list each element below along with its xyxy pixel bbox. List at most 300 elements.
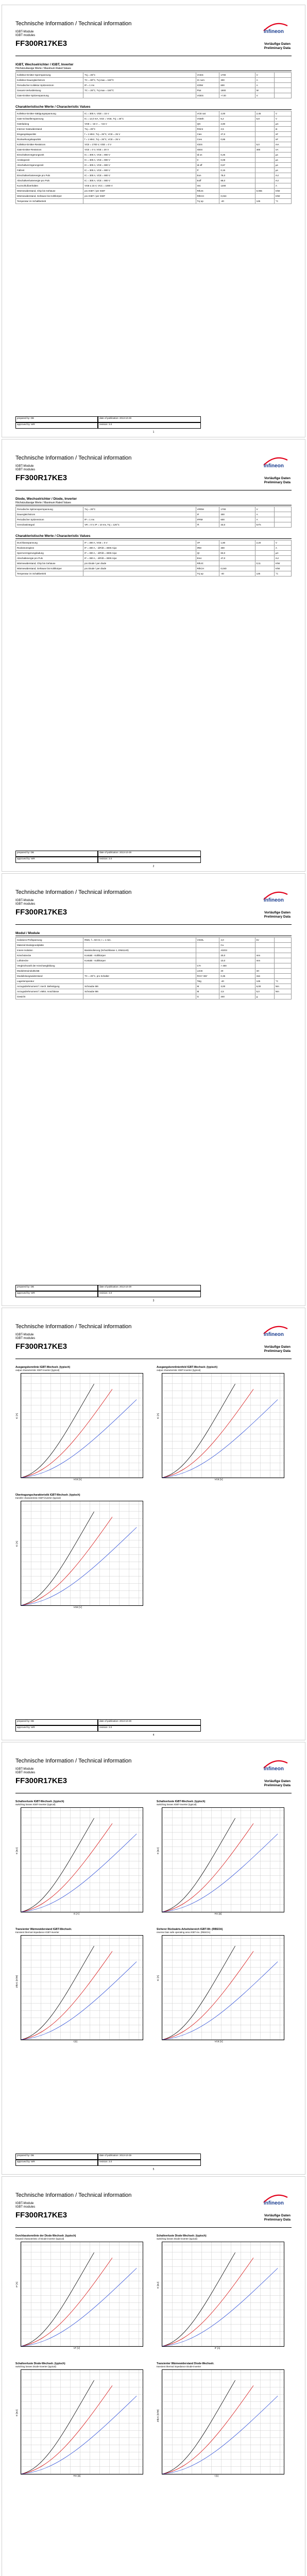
chart-xlabel: IF [A] [214, 2347, 220, 2349]
page-number: 1 [152, 431, 155, 434]
module-type-de: IGBT-Module [15, 465, 34, 468]
table-cell: 5,0 [255, 142, 274, 147]
table-cell: mJ [274, 556, 291, 561]
table-cell: RCC'+EE' [196, 974, 219, 979]
table-cell: Luftstrecke [16, 958, 83, 963]
chart-series-line [162, 1834, 278, 1912]
chart-title: Sicherer Rückwärts-Arbeitsbereich IGBT-Wr. (RBSOA) [157, 1928, 223, 1931]
chart-xlabel: t [s] [214, 2475, 218, 2477]
table-cell: A [274, 183, 291, 188]
table-cell: M [196, 989, 219, 994]
table-cell: Cu [219, 943, 255, 948]
section-title [15, 497, 292, 505]
table-row [16, 78, 292, 83]
chart-ylabel: E [mJ] [157, 1848, 159, 1854]
table-cell: pro Diode / per diode [83, 566, 196, 571]
table-cell [196, 958, 219, 963]
table-row [16, 540, 292, 546]
table-row [16, 512, 292, 517]
table-cell [274, 83, 291, 88]
chart-ylabel: IC [A] [157, 1413, 159, 1419]
table-cell: Tvj op [196, 198, 219, 204]
table-cell: Kollektor-Emitter-Sperrspannung [16, 73, 83, 78]
table-cell: tr [196, 157, 219, 162]
table-cell: 2,00 [219, 111, 255, 116]
table-cell: W [255, 88, 274, 93]
table-cell: f = 1 MHz, Tvj = 25°C, VCE = 25 V [83, 131, 196, 137]
table-cell [255, 183, 274, 188]
table-cell: mm [255, 958, 274, 963]
chart-subtitle: switching losses IGBT-inverter (typical) [157, 1803, 197, 1806]
table-cell [274, 73, 291, 78]
table-row [16, 556, 292, 561]
table-cell [274, 969, 291, 974]
table-cell: Ptot [196, 88, 219, 93]
chart-series-line [21, 2258, 112, 2346]
table-cell: Abschaltenergie pro Puls [16, 556, 83, 561]
table-cell: Fallzeit [16, 167, 83, 173]
table-cell: 1200 [219, 183, 255, 188]
preliminary-de: Vorläufige Daten [264, 911, 291, 914]
revision: revision: 3.0 [98, 2160, 201, 2166]
infineon-logo [261, 456, 291, 469]
table-cell: 0,08 [219, 157, 255, 162]
chart-plot-area [162, 1935, 284, 2040]
table-cell: µs [274, 152, 291, 157]
table-cell [255, 178, 274, 183]
chart-series-line [21, 1946, 94, 2040]
table-cell [83, 994, 196, 999]
part-number: FF300R17KE3 [15, 2211, 67, 2219]
chart-xlabel: VF [V] [73, 2347, 80, 2349]
table-cell [83, 512, 196, 517]
table-cell: 5,0 [255, 989, 274, 994]
page-header [15, 1324, 292, 1359]
table-cell: mJ [274, 178, 291, 183]
chart-title: Schaltverluste IGBT-Wechselr. (typisch) [15, 1800, 64, 1803]
table-cell: 600 [219, 517, 255, 522]
chart-ylabel: IC [A] [15, 1413, 18, 1419]
chart-curves [162, 2370, 284, 2474]
table-cell: IC nom [196, 78, 219, 83]
table-cell: IF = 300 A, - diF/dt = 3000 A/µs [83, 551, 196, 556]
table-cell: Al2O3 [219, 948, 255, 953]
chart-series-line [162, 2268, 278, 2347]
chart-ylabel: E [mJ] [157, 2282, 159, 2289]
table-cell: Interner Gatewiderstand [16, 126, 83, 131]
table-cell: > 400 [219, 963, 255, 969]
table-cell: Periodische Spitzensperrspannung [16, 507, 83, 512]
table-row [16, 188, 292, 193]
chart-xlabel: VGE [V] [73, 1606, 82, 1608]
table-cell: K/W [274, 188, 291, 193]
part-number: FF300R17KE3 [15, 908, 67, 917]
table-cell: ISC [196, 183, 219, 188]
infineon-logo [261, 22, 291, 35]
table-cell [83, 93, 196, 98]
table-cell: VF [196, 540, 219, 546]
table-cell: +/-20 [219, 93, 255, 98]
table-row [16, 989, 292, 994]
table-cell: RthCH [196, 566, 219, 571]
table-cell [274, 994, 291, 999]
part-number: FF300R17KE3 [15, 473, 67, 482]
table-cell: RMS, f = 50 Hz, t = 1 min. [83, 938, 196, 943]
table-cell: Gate-Emitter-Spitzenspannung [16, 93, 83, 98]
preliminary-de: Vorläufige Daten [264, 1780, 291, 1783]
table-cell: 300 [219, 546, 255, 551]
preliminary-en: Preliminary Data [264, 46, 291, 50]
document-title: Technische Information / Technical information [15, 21, 132, 27]
section-title [15, 63, 292, 71]
chart-title: Schaltverluste IGBT-Wechselr. (typisch) [157, 1800, 206, 1803]
chart-xlabel: VCE [V] [214, 1478, 223, 1481]
module-type-de: IGBT-Module [15, 899, 34, 902]
table-row [16, 173, 292, 178]
revision: revision: 3.0 [98, 422, 201, 429]
logo-text: infineon [264, 463, 284, 469]
approved-by: approved by: WR [15, 1725, 98, 1732]
table-row [16, 943, 292, 948]
table-cell: VGE = -15 V ... +15 V [83, 121, 196, 126]
table-cell: I²t [196, 522, 219, 528]
table-cell: Temperatur im Schaltbetrieb [16, 571, 83, 577]
module-type-de: IGBT-Module [15, 1333, 34, 1336]
table-cell: VCE sat [196, 111, 219, 116]
table-cell: IRM [196, 546, 219, 551]
table-row [16, 142, 292, 147]
chart [15, 1366, 144, 1484]
table-cell: 0,85 [219, 137, 255, 142]
table-cell: Ω [274, 126, 291, 131]
table-cell [274, 943, 291, 948]
table-cell: Kriechstrecke [16, 953, 83, 958]
logo-text: infineon [264, 897, 284, 903]
table-cell: td on [196, 152, 219, 157]
table-cell: Einschaltverzögerungszeit [16, 152, 83, 157]
page-header [15, 1758, 292, 1793]
preliminary-label [264, 911, 291, 919]
table-cell: 1900 [219, 88, 255, 93]
table-cell: RGint [196, 126, 219, 131]
table-cell: Rückstromspitze [16, 546, 83, 551]
chart [157, 1928, 285, 2046]
prepared-by: prepared by: DB [15, 416, 98, 422]
preliminary-de: Vorläufige Daten [264, 2214, 291, 2217]
table-cell: Kollektor-Emitter-Sättigungsspannung [16, 111, 83, 116]
chart-series-line [21, 2252, 94, 2346]
table-cell: nA [274, 147, 291, 152]
module-type-de: IGBT-Module [15, 1768, 34, 1771]
chart-title: Transienter Wärmewiderstand IGBT-Wechselr. [15, 1928, 72, 1931]
table-cell: f = 1 MHz, Tvj = 25°C, VCE = 25 V [83, 137, 196, 142]
section-title [15, 534, 292, 539]
table-cell: Basisisolierung (Schutzklasse 1, EN61140) [83, 948, 196, 953]
logo-text: infineon [264, 2200, 284, 2206]
table-cell: TC = 80°C, Tvj max = 150°C [83, 78, 196, 83]
page [2, 5, 305, 437]
page [2, 874, 305, 1306]
page-number: 3 [152, 1299, 155, 1302]
table-cell: IC = 300 A, VCE = 900 V [83, 157, 196, 162]
table-row [16, 116, 292, 121]
table-cell: Kurzschlußverhalten [16, 183, 83, 188]
date-of-publication: date of publication: 2013-10-29 [98, 1719, 201, 1725]
table-cell: Wärmewiderstand, Gehäuse bis Kühlkörper [16, 566, 83, 571]
chart-series-line [162, 1400, 278, 1478]
preliminary-en: Preliminary Data [264, 1784, 291, 1787]
table-cell: Gateladung [16, 121, 83, 126]
infineon-logo [261, 1325, 291, 1338]
table-row [16, 73, 292, 78]
preliminary-label [264, 1780, 291, 1788]
chart-subtitle: transient thermal impedance Diode-inverter [157, 2365, 201, 2368]
chart-subtitle: switching losses Diode-inverter (typical) [15, 2365, 57, 2368]
table-cell: VGES [196, 93, 219, 98]
table-cell: K/W [274, 566, 291, 571]
preliminary-label [264, 42, 291, 50]
document-title: Technische Information / Technical information [15, 455, 132, 461]
chart-subtitle: output characteristic IGBT-inverter (typical) [157, 1369, 201, 1371]
table-cell: Lagertemperatur [16, 979, 83, 984]
table-cell: RthJC [196, 561, 219, 566]
table-cell: tP = 1 ms [83, 517, 196, 522]
prepared-by: prepared by: DB [15, 1719, 98, 1725]
table-row [16, 88, 292, 93]
table-row [16, 111, 292, 116]
table-cell [196, 948, 219, 953]
parameter-table [15, 111, 292, 204]
chart-title: Schaltverluste Diode-Wechselr. (typisch) [15, 2362, 65, 2365]
table-cell: VRRM [196, 507, 219, 512]
section-title [15, 931, 292, 936]
table-cell [274, 948, 291, 953]
document-title: Technische Information / Technical information [15, 889, 132, 895]
table-cell: VISOL [196, 938, 219, 943]
table-cell: VCE = 0 V, VGE = 20 V [83, 147, 196, 152]
table-cell: 300 [219, 512, 255, 517]
section-title-text: Diode, Wechselrichter / Diode, Inverter [15, 497, 77, 501]
table-cell [255, 551, 274, 556]
table-cell: 2,5 [219, 126, 255, 131]
table-cell: kV [255, 938, 274, 943]
table-cell: -40 [219, 198, 255, 204]
chart-title: Schaltverluste Diode-Wechselr. (typisch) [157, 2234, 207, 2238]
table-cell: 0,25 [219, 152, 255, 157]
table-row [16, 546, 292, 551]
logo-text: infineon [264, 29, 284, 35]
table-cell: µs [274, 157, 291, 162]
table-cell: IFRM [196, 517, 219, 522]
page-header [15, 2192, 292, 2228]
page-footer [15, 1285, 292, 1297]
module-type [15, 1768, 292, 1775]
table-cell: 6,00 [255, 984, 274, 989]
table-cell: K/W [274, 561, 291, 566]
table-cell: µs [274, 167, 291, 173]
chart-title: Transienter Wärmewiderstand Diode-Wechselr. [157, 2362, 214, 2365]
table-row [16, 566, 292, 571]
table-row [16, 551, 292, 556]
table-cell: nF [274, 131, 291, 137]
chart-series-line [162, 2385, 253, 2474]
table-cell: 83,0 [219, 551, 255, 556]
table-cell [219, 142, 255, 147]
infineon-logo [261, 890, 291, 904]
chart-series-line [21, 1962, 137, 2040]
document-title: Technische Information / Technical information [15, 1758, 132, 1764]
table-cell: td off [196, 162, 219, 167]
table-row [16, 561, 292, 566]
table-cell: VGE ≤ 15 V, VCC = 1000 V [83, 183, 196, 188]
chart [15, 1494, 144, 1612]
chart-curves [21, 2242, 143, 2346]
chart-series-line [21, 1512, 94, 1605]
page-footer [15, 2154, 292, 2166]
table-cell: Modulleitungswiderstand [16, 974, 83, 979]
table-cell: nF [274, 137, 291, 142]
table-cell: pro IGBT / per IGBT [83, 188, 196, 193]
module-type-en: IGBT modules [15, 468, 36, 471]
table-cell: mJ [274, 173, 291, 178]
chart-plot-area [21, 1501, 143, 1606]
chart [15, 2362, 144, 2481]
module-type [15, 2202, 292, 2209]
chart [157, 2234, 285, 2353]
chart-series-line [162, 1389, 253, 1478]
preliminary-label [264, 2214, 291, 2222]
module-type [15, 1333, 292, 1341]
table-row [16, 157, 292, 162]
table-cell: 1700 [219, 73, 255, 78]
table-cell: 78,0 [219, 173, 255, 178]
table-cell: tP = 1 ms [83, 83, 196, 88]
table-cell [274, 517, 291, 522]
page-footer [15, 851, 292, 863]
table-cell: RthCH [196, 193, 219, 198]
table-cell: IGES [196, 147, 219, 152]
table-cell: pro Diode / per diode [83, 561, 196, 566]
module-type-en: IGBT modules [15, 2206, 36, 2209]
table-cell [255, 963, 274, 969]
table-cell: 47,0 [219, 556, 255, 561]
table-cell: G [196, 994, 219, 999]
preliminary-en: Preliminary Data [264, 2218, 291, 2222]
table-cell: Eoff [196, 178, 219, 183]
table-cell: IC = 300 A, VCE = 900 V [83, 167, 196, 173]
table-cell [255, 566, 274, 571]
table-cell: Gate-Schwellenspannung [16, 116, 83, 121]
preliminary-en: Preliminary Data [264, 1349, 291, 1353]
chart-title: Ausgangskennlinie IGBT-Wechselr. (typisch) [15, 1366, 71, 1369]
table-cell: A [274, 546, 291, 551]
table-cell [219, 561, 255, 566]
date-of-publication: date of publication: 2013-10-29 [98, 851, 201, 857]
table-cell: K/W [274, 193, 291, 198]
table-cell: IC = 12,0 mA, VCE = VGE, Tvj = 25°C [83, 116, 196, 121]
table-row [16, 517, 292, 522]
document-title: Technische Information / Technical information [15, 2192, 132, 2198]
chart-curves [21, 1936, 143, 2040]
table-row [16, 152, 292, 157]
approved-by: approved by: WR [15, 422, 98, 429]
page [2, 439, 305, 871]
table-cell: 20,0 [219, 953, 255, 958]
chart-curves [21, 1501, 143, 1605]
table-cell [196, 953, 219, 958]
table-cell: Cres [196, 137, 219, 142]
chart-series-line [162, 2258, 253, 2346]
table-cell: 10,0 [219, 958, 255, 963]
table-cell: CTI [196, 963, 219, 969]
chart-series-line [162, 1823, 253, 1912]
page-header [15, 455, 292, 490]
page-header [15, 889, 292, 925]
table-cell: 20 [219, 969, 255, 974]
chart-xlabel: RG [Ω] [73, 2475, 81, 2477]
table-cell [274, 974, 291, 979]
table-cell: 33,0 [219, 522, 255, 528]
chart [157, 1800, 285, 1919]
module-type-en: IGBT modules [15, 1771, 36, 1774]
module-type [15, 465, 292, 472]
preliminary-en: Preliminary Data [264, 481, 291, 484]
table-cell: IF = 300 A, - diF/dt = 3000 A/µs [83, 556, 196, 561]
table-row [16, 958, 292, 963]
table-cell [255, 546, 274, 551]
table-cell: Material Modulgrundplatte [16, 943, 83, 948]
chart-plot-area [21, 1935, 143, 2040]
table-cell: Vergleichszahl der Kriechwegbildung [16, 963, 83, 969]
prepared-by: prepared by: DB [15, 2154, 98, 2160]
table-row [16, 83, 292, 88]
table-cell: IC = 300 A, VCE = 900 V [83, 152, 196, 157]
chart-series-line [162, 2252, 235, 2346]
table-cell [255, 556, 274, 561]
chart-curves [162, 1808, 284, 1912]
table-cell [274, 938, 291, 943]
table-cell: Schraube M6 [83, 984, 196, 989]
table-row [16, 984, 292, 989]
table-cell: Temperatur im Schaltbetrieb [16, 198, 83, 204]
table-cell: IF [196, 512, 219, 517]
table-cell: Anzugsdrehmoment f. mech. Befestigung [16, 984, 83, 989]
table-cell: Tvj = 25°C [83, 126, 196, 131]
chart-plot-area [21, 2369, 143, 2475]
table-cell: 5,8 [255, 116, 274, 121]
section-title-text: Charakteristische Werte / Characteristic Values [15, 105, 91, 109]
table-cell: A [255, 517, 274, 522]
chart-title: Ausgangskennlinienfeld IGBT-Wechselr. (typisch) [157, 1366, 217, 1369]
chart-series-line [21, 2380, 94, 2474]
table-cell: VCE = 1700 V, VGE = 0 V [83, 142, 196, 147]
table-cell: Periodischer Spitzenstrom [16, 517, 83, 522]
table-cell: V [255, 93, 274, 98]
chart-curves [21, 1808, 143, 1912]
table-cell: IC = 300 A, VCE = 900 V [83, 178, 196, 183]
approved-by: approved by: WR [15, 1291, 98, 1297]
table-cell: Kollektor-Dauergleichstrom [16, 78, 83, 83]
chart-subtitle: output characteristic IGBT-inverter (typical) [15, 1369, 60, 1371]
table-cell: 0,15 [219, 167, 255, 173]
table-cell: 400 [255, 147, 274, 152]
table-cell [219, 188, 255, 193]
table-row [16, 938, 292, 943]
chart-series-line [21, 1389, 112, 1478]
section-title-text: Modul / Module [15, 931, 40, 935]
chart-plot-area [21, 1373, 143, 1478]
table-cell: Nm [274, 984, 291, 989]
